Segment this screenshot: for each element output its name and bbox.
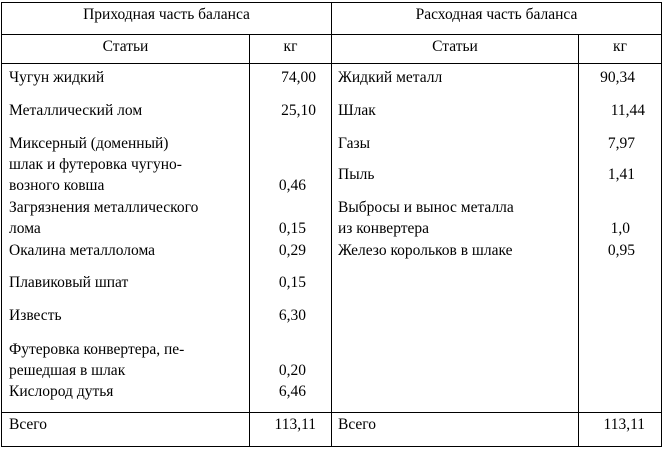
income-item-8-line-1: Футеровка конвертера, пе- xyxy=(9,341,185,358)
income-value-9: 6,46 xyxy=(278,383,306,400)
income-col-kg: кг xyxy=(283,38,298,55)
income-value-4: 0,15 xyxy=(278,220,306,237)
income-item-8-line-2: решедшая в шлак xyxy=(9,362,126,379)
expense-value-5: 1,0 xyxy=(610,220,630,237)
income-item-2: Металлический лом xyxy=(9,102,143,119)
expense-col-items: Статьи xyxy=(432,38,478,55)
expense-total-label: Всего xyxy=(338,416,377,433)
expense-value-4: 1,41 xyxy=(607,166,635,183)
income-total-value: 113,11 xyxy=(274,416,316,433)
income-value-6: 0,15 xyxy=(278,274,306,291)
income-item-6: Плавиковый шпат xyxy=(9,274,129,291)
income-value-3: 0,46 xyxy=(278,177,306,194)
expense-item-3: Газы xyxy=(338,135,370,152)
expense-value-2: 11,44 xyxy=(610,102,645,119)
expense-value-6: 0,95 xyxy=(607,242,635,259)
income-value-2: 25,10 xyxy=(281,102,316,119)
income-item-1: Чугун жидкий xyxy=(9,69,105,86)
expense-item-1: Жидкий металл xyxy=(338,69,443,86)
expense-col-kg: кг xyxy=(613,38,627,55)
expense-value-1: 90,34 xyxy=(600,69,635,86)
income-title: Приходная часть баланса xyxy=(83,6,250,23)
expense-item-5-line-2: из конвертера xyxy=(338,220,430,237)
table-border-right xyxy=(661,2,662,447)
expense-item-2: Шлак xyxy=(338,102,376,119)
income-item-3-line-1: Миксерный (доменный) xyxy=(9,135,169,152)
income-value-7: 6,30 xyxy=(278,307,306,324)
income-item-9: Кислород дутья xyxy=(9,383,114,400)
income-value-1: 74,00 xyxy=(281,69,316,86)
income-item-3-line-2: шлак и футеровка чугуно- xyxy=(9,156,182,173)
expense-item-5-line-1: Выбросы и вынос металла xyxy=(338,199,514,216)
income-item-4-line-2: лома xyxy=(9,220,41,237)
income-value-5: 0,29 xyxy=(278,242,306,259)
expense-item-6: Железо корольков в шлаке xyxy=(338,242,513,259)
expense-value-3: 7,97 xyxy=(607,135,635,152)
income-item-7: Известь xyxy=(9,307,62,324)
expense-title: Расходная часть баланса xyxy=(415,6,578,23)
income-col-items: Статьи xyxy=(102,38,149,55)
income-item-4-line-1: Загрязнения металлического xyxy=(9,199,199,216)
income-item-5: Окалина металлолома xyxy=(9,242,156,259)
column-divider-middle xyxy=(331,2,332,447)
income-total-label: Всего xyxy=(9,416,48,433)
income-item-3-line-3: возного ковша xyxy=(9,177,105,194)
column-divider-expense xyxy=(578,34,579,447)
expense-item-4: Пыль xyxy=(338,166,375,183)
income-value-8: 0,20 xyxy=(278,362,306,379)
table-border-left xyxy=(1,2,2,447)
expense-total-value: 113,11 xyxy=(603,416,645,433)
